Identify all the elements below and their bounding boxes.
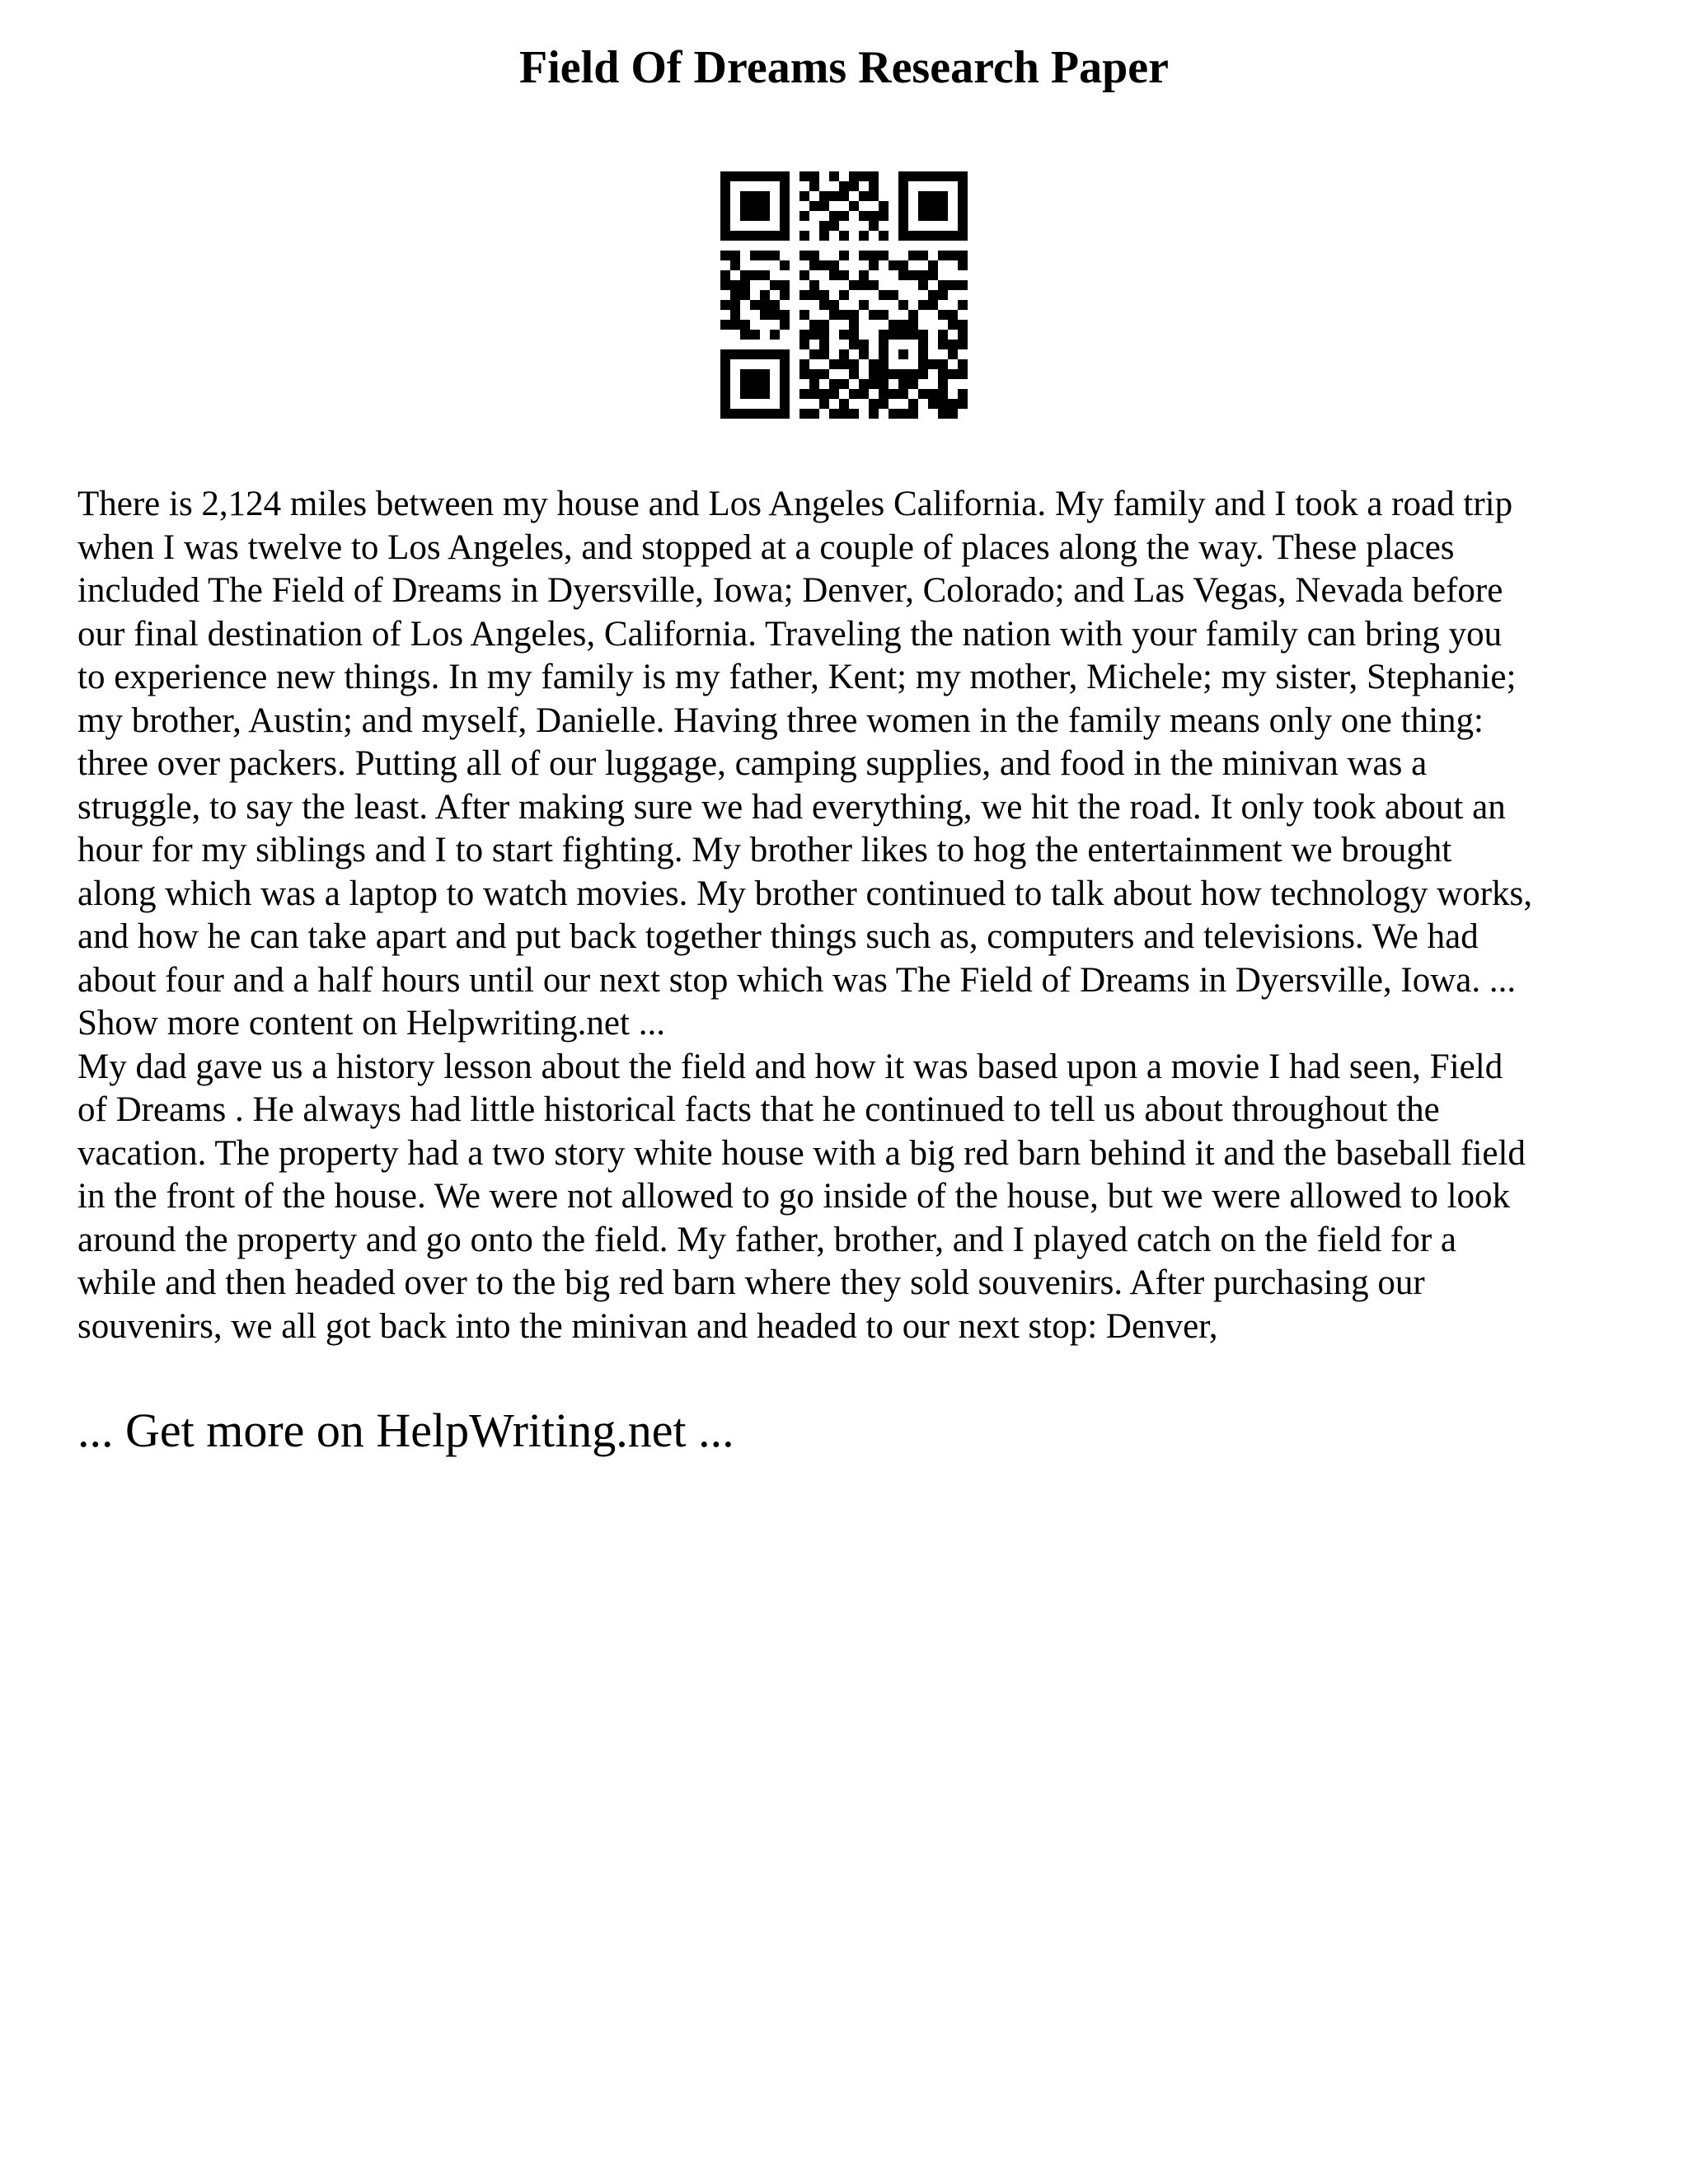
show-more-link[interactable]: Show more content on Helpwriting.net ... — [77, 1004, 665, 1043]
article-body — [77, 483, 1619, 1348]
qr-code-icon — [720, 171, 968, 419]
paragraph-1: There is 2,124 miles between my house and Los Angeles California. My family and I took a road trip when I was twelve to Los Angeles, and stopped at a couple of places along the way. These places included The Field of Dreams in Dyersville, Iowa; Denver, Colorado; and Las Vegas, Nevada before our final destination of Los Angeles, California. Traveling the nation with your family can bring you to experience new things. In my family is my father, Kent; my mother, Michele; my sister, Stephanie; my brother, Austin; and myself, Danielle. Having three women in the family means only one thing: three over packers. Putting all of our luggage, camping supplies, and food in the minivan was a struggle, to say the least. After making sure we had everything, we hit the road. It only took about an hour for my siblings and I to start fighting. My brother likes to hog the entertainment we brought along which was a laptop to watch movies. My brother continued to talk about how technology works, and how he can take apart and put back together things such as, computers and televisions. We had about four and a half hours until our next stop which was The Field of Dreams in Dyersville, Iowa. ... — [77, 485, 1533, 1000]
paragraph-2: My dad gave us a history lesson about the field and how it was based upon a movie I had seen, Field of Dreams . He always had little historical facts that he continued to tell us about throughout the vacation. The property had a two story white house with a big red barn behind it and the baseball field in the front of the house. We were not allowed to go inside of the house, but we were allowed to look around the property and go onto the field. My father, brother, and I played catch on the field for a while and then headed over to the big red barn where they sold souvenirs. After purchasing our souvenirs, we all got back into the minivan and headed to our next stop: Denver, — [77, 1047, 1526, 1346]
get-more-link[interactable]: ... Get more on HelpWriting.net ... — [77, 1404, 734, 1457]
page-title: Field Of Dreams Research Paper — [519, 42, 1169, 93]
